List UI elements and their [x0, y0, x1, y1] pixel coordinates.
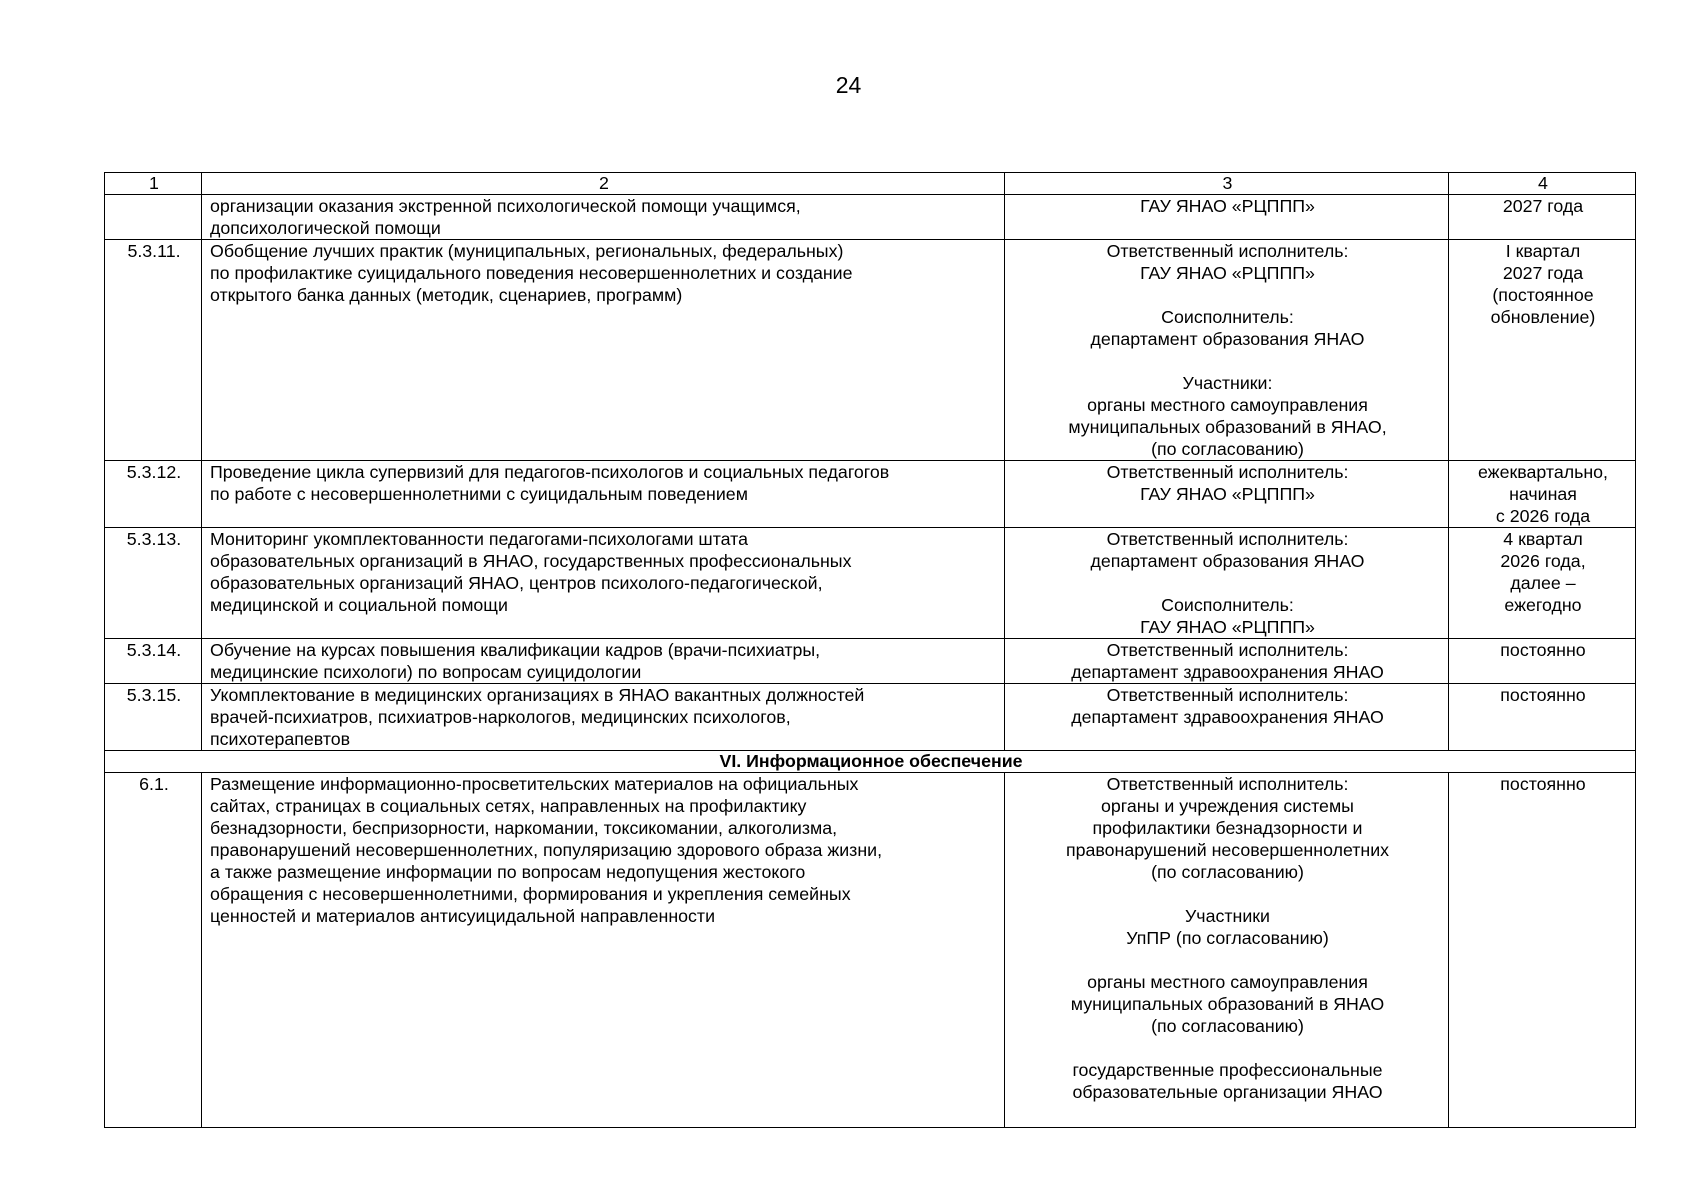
table-row: [105, 639, 1636, 684]
section-title: VI. Информационное обеспечение: [105, 751, 1636, 773]
row-term-line: (постоянное: [1492, 285, 1594, 305]
row-term-line: 2027 года: [1502, 263, 1584, 283]
table-row: [105, 195, 1636, 240]
row-number: 5.3.12.: [105, 461, 202, 528]
row-executor-line: (по согласованию): [1151, 862, 1304, 882]
row-term-line: начиная: [1509, 484, 1577, 504]
row-executor-line: государственные профессиональные: [1072, 1060, 1383, 1080]
row-description-line: Обобщение лучших практик (муниципальных, региональных, федеральных): [210, 241, 844, 261]
row-executor: [1005, 684, 1449, 751]
row-description-line: обращения с несовершеннолетними, формирования и укрепления семейных: [210, 884, 851, 904]
row-executor-line: департамент здравоохранения ЯНАО: [1071, 707, 1384, 727]
row-description: [202, 639, 1005, 684]
row-number: 6.1.: [105, 773, 202, 1128]
row-term-line: ежеквартально,: [1477, 462, 1608, 482]
section-header-row: [105, 751, 1636, 773]
row-description-line: врачей-психиатров, психиатров-наркологов, медицинских психологов,: [210, 707, 791, 727]
row-executor: [1005, 639, 1449, 684]
page-number: 24: [835, 72, 862, 98]
row-term: [1449, 639, 1636, 684]
row-number: 5.3.14.: [105, 639, 202, 684]
row-term-line: обновление): [1490, 307, 1596, 327]
row-term-line: постоянно: [1500, 774, 1586, 794]
row-executor-line: департамент здравоохранения ЯНАО: [1071, 662, 1384, 682]
row-description-line: организации оказания экстренной психологической помощи учащимся,: [210, 196, 801, 216]
row-description-line: допсихологической помощи: [210, 218, 441, 238]
row-executor-line: департамент образования ЯНАО: [1090, 329, 1365, 349]
row-executor-line: ГАУ ЯНАО «РЦППП»: [1140, 196, 1315, 216]
row-executor-line: департамент образования ЯНАО: [1090, 551, 1365, 571]
row-term-line: далее –: [1510, 573, 1576, 593]
row-executor: [1005, 240, 1449, 461]
row-executor-line: [1013, 883, 1442, 905]
header-cell-3: 3: [1005, 173, 1449, 195]
row-description-line: открытого банка данных (методик, сценариев, программ): [210, 285, 683, 305]
row-term-line: с 2026 года: [1495, 506, 1591, 526]
row-term: [1449, 240, 1636, 461]
row-description: [202, 528, 1005, 639]
row-number: 5.3.13.: [105, 528, 202, 639]
row-description-line: Укомплектование в медицинских организациях в ЯНАО вакантных должностей: [210, 685, 865, 705]
row-executor: [1005, 528, 1449, 639]
row-description-line: Обучение на курсах повышения квалификации кадров (врачи-психиатры,: [210, 640, 821, 660]
table-row: [105, 773, 1636, 1128]
row-description-line: медицинской и социальной помощи: [210, 595, 508, 615]
row-term-line: постоянно: [1500, 685, 1586, 705]
row-executor-line: образовательные организации ЯНАО: [1072, 1082, 1383, 1102]
row-executor-line: (по согласованию): [1151, 1016, 1304, 1036]
row-description-line: правонарушений несовершеннолетних, популяризацию здорового образа жизни,: [210, 840, 883, 860]
row-executor-line: Ответственный исполнитель:: [1106, 529, 1349, 549]
row-executor-line: [1013, 949, 1442, 971]
row-executor-line: органы местного самоуправления: [1087, 972, 1368, 992]
row-term: [1449, 195, 1636, 240]
row-executor-line: ГАУ ЯНАО «РЦППП»: [1140, 617, 1315, 637]
row-executor-line: Ответственный исполнитель:: [1106, 685, 1349, 705]
row-executor-line: профилактики безнадзорности и: [1092, 818, 1363, 838]
row-number: [105, 195, 202, 240]
row-executor-line: (по согласованию): [1151, 439, 1304, 459]
row-term: [1449, 461, 1636, 528]
row-executor-line: [1013, 1037, 1442, 1059]
row-executor: [1005, 195, 1449, 240]
row-description: [202, 684, 1005, 751]
row-description-line: психотерапевтов: [210, 729, 351, 749]
row-description: [202, 461, 1005, 528]
row-number: 5.3.11.: [105, 240, 202, 461]
row-description-line: медицинские психологи) по вопросам суицидологии: [210, 662, 642, 682]
row-description-line: безнадзорности, беспризорности, наркомании, токсикомании, алкоголизма,: [210, 818, 838, 838]
row-executor-line: Участники:: [1182, 373, 1273, 393]
row-executor-line: органы местного самоуправления: [1087, 395, 1368, 415]
row-executor-line: Соисполнитель:: [1161, 595, 1294, 615]
row-executor-line: Ответственный исполнитель:: [1106, 640, 1349, 660]
row-executor-line: Соисполнитель:: [1161, 307, 1294, 327]
table-row: [105, 684, 1636, 751]
row-term-line: 2026 года,: [1500, 551, 1586, 571]
row-executor: [1005, 461, 1449, 528]
row-description: [202, 773, 1005, 1128]
plan-table: [104, 172, 1636, 1128]
header-cell-2: 2: [202, 173, 1005, 195]
row-executor-line: Ответственный исполнитель:: [1106, 774, 1349, 794]
row-description: [202, 240, 1005, 461]
row-executor-line: ГАУ ЯНАО «РЦППП»: [1140, 484, 1315, 504]
row-executor-line: правонарушений несовершеннолетних: [1065, 840, 1390, 860]
row-description-line: Размещение информационно-просветительских материалов на официальных: [210, 774, 859, 794]
row-term: [1449, 528, 1636, 639]
row-description: [202, 195, 1005, 240]
row-executor: [1005, 773, 1449, 1128]
table-row: [105, 240, 1636, 461]
row-executor-line: [1013, 572, 1442, 594]
row-executor-line: Ответственный исполнитель:: [1106, 462, 1349, 482]
row-term: [1449, 684, 1636, 751]
table-header-row: [105, 173, 1636, 195]
row-description-line: Мониторинг укомплектованности педагогами-психологами штата: [210, 529, 748, 549]
row-description-line: ценностей и материалов антисуицидальной направленности: [210, 906, 716, 926]
row-executor-line: муниципальных образований в ЯНАО: [1070, 994, 1385, 1014]
row-executor-line: Участники: [1185, 906, 1270, 926]
row-description-line: образовательных организаций ЯНАО, центров психолого-педагогической,: [210, 573, 823, 593]
row-description-line: а также размещение информации по вопросам недопущения жестокого: [210, 862, 806, 882]
row-executor-line: [1013, 350, 1442, 372]
row-executor-line: УпПР (по согласованию): [1126, 928, 1329, 948]
row-description-line: образовательных организаций в ЯНАО, государственных профессиональных: [210, 551, 852, 571]
plan-table-body: [105, 173, 1636, 1128]
row-term-line: 2027 года: [1502, 196, 1584, 216]
row-term-line: I квартал: [1505, 241, 1581, 261]
row-executor-line: [1013, 284, 1442, 306]
row-executor-line: Ответственный исполнитель:: [1106, 241, 1349, 261]
table-row: [105, 528, 1636, 639]
table-row: [105, 461, 1636, 528]
row-description-line: сайтах, страницах в социальных сетях, направленных на профилактику: [210, 796, 807, 816]
header-cell-4: 4: [1449, 173, 1636, 195]
row-executor-line: муниципальных образований в ЯНАО,: [1068, 417, 1387, 437]
row-executor-line: органы и учреждения системы: [1101, 796, 1354, 816]
row-executor-line: ГАУ ЯНАО «РЦППП»: [1140, 263, 1315, 283]
row-term: [1449, 773, 1636, 1128]
row-description-line: по работе с несовершеннолетними с суицидальным поведением: [210, 484, 748, 504]
row-term-line: постоянно: [1500, 640, 1586, 660]
row-description-line: по профилактике суицидального поведения несовершеннолетних и создание: [210, 263, 853, 283]
row-description-line: Проведение цикла супервизий для педагогов-психологов и социальных педагогов: [210, 462, 890, 482]
row-number: 5.3.15.: [105, 684, 202, 751]
row-term-line: 4 квартал: [1503, 529, 1583, 549]
header-cell-1: 1: [105, 173, 202, 195]
row-term-line: ежегодно: [1504, 595, 1582, 615]
